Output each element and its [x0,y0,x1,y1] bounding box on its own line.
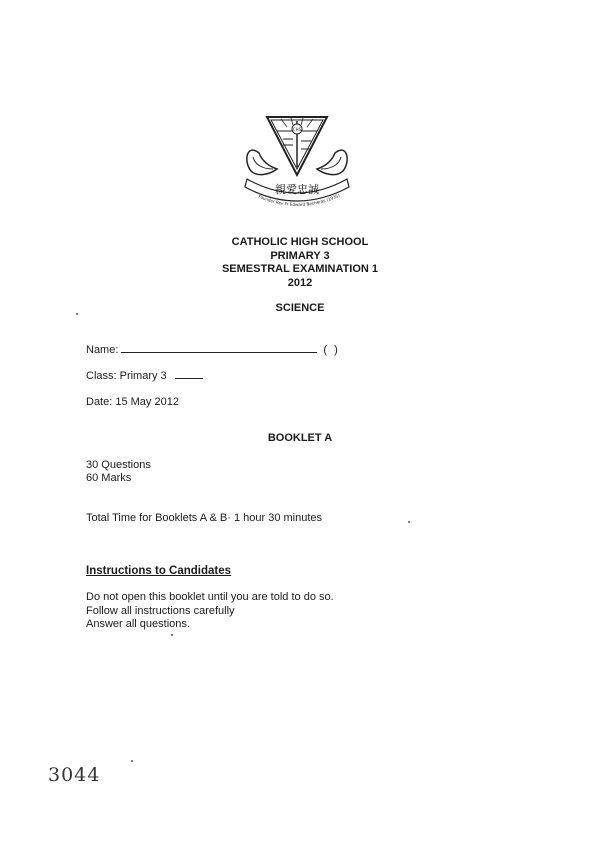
date-field: Date: 15 May 2012 [86,396,179,408]
instruction-item: Follow all instructions carefully [86,604,235,617]
exam-title: SEMESTRAL EXAMINATION 1 [221,263,379,275]
question-count: 30 Questions [86,459,151,471]
instruction-item: Answer all questions. [86,618,190,630]
register-number-paren: ( ) [323,344,340,356]
scan-speck [76,313,78,315]
scan-speck [131,760,133,762]
handwritten-number: 3044 [48,764,101,786]
exam-header [150,236,450,290]
total-time: Total Time for Booklets A & B· 1 hour 30 minutes [86,512,323,524]
instructions-list [86,591,334,632]
school-crest-logo [237,113,357,213]
name-blank [121,343,317,353]
instruction-item: Do not open this booklet until you are told to do so. [86,591,334,603]
crest-founder-text: Founder Rev Fr Edward Becheras (1935) [257,192,341,208]
subject-title: SCIENCE [275,302,325,314]
crest-shield-letters: CHS [292,127,302,132]
instructions-title: Instructions to Candidates [86,565,232,577]
class-field [86,369,203,382]
name-field [86,343,340,356]
school-name: CATHOLIC HIGH SCHOOL [231,236,369,248]
booklet-title: BOOKLET A [267,432,333,444]
scan-speck [408,521,410,523]
class-label: Class: Primary 3 [86,370,167,382]
level: PRIMARY 3 [270,249,330,262]
total-marks: 60 Marks [86,472,132,484]
name-label: Name: [86,344,119,356]
crest-motto: 親愛忠誠 [275,183,319,196]
class-blank [175,369,203,379]
year: 2012 [287,276,313,289]
scan-speck [171,634,173,636]
booklet-info [86,459,151,485]
